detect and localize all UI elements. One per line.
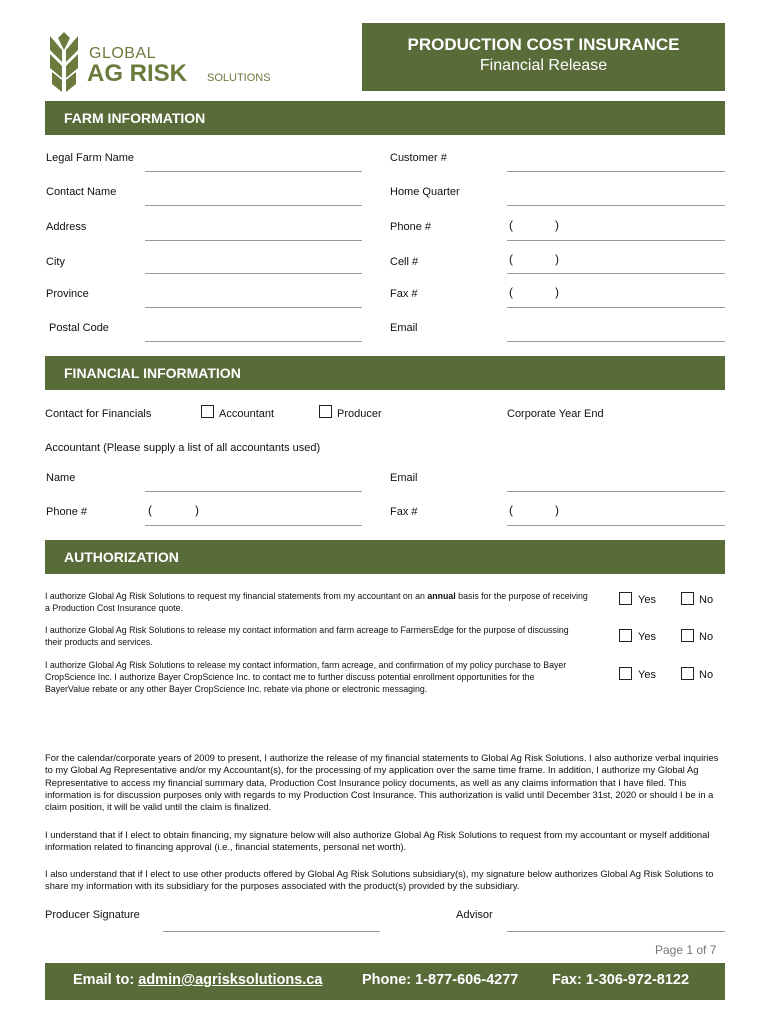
label-city: City (46, 256, 65, 268)
checkbox-q3-yes[interactable] (619, 667, 632, 680)
cell-area-open: ( (509, 252, 513, 266)
field-advisor[interactable] (507, 931, 725, 932)
label-corporate-year-end: Corporate Year End (507, 408, 604, 420)
logo-text-solutions: SOLUTIONS (207, 72, 271, 84)
label-producer-signature: Producer Signature (45, 909, 140, 921)
checkbox-accountant[interactable] (201, 405, 214, 418)
authorization-paragraph-2: I understand that if I elect to obtain financing, my signature below will also authorize Global Ag Risk Solutions to request from my accountant or myself additional information related to financing approval (i.e., financial statements, personal net worth). (45, 829, 710, 853)
field-accountant-fax[interactable] (507, 525, 725, 526)
accountant-note: Accountant (Please supply a list of all accountants used) (45, 442, 321, 454)
label-advisor: Advisor (456, 909, 493, 921)
page-number: Page 1 of 7 (655, 943, 717, 957)
label-producer-option: Producer (337, 408, 382, 420)
label-province: Province (46, 288, 89, 300)
label-q3-no: No (699, 669, 714, 681)
phone-area-open: ( (509, 218, 513, 232)
accountant-fax-open: ( (509, 503, 513, 517)
footer-email-label: Email to: (73, 972, 139, 988)
label-accountant-phone: Phone # (46, 506, 87, 518)
label-q2-yes: Yes (638, 631, 656, 643)
accountant-phone-close: ) (195, 503, 199, 517)
fax-area-open: ( (509, 285, 513, 299)
label-cell: Cell # (390, 256, 419, 268)
field-fax[interactable] (507, 307, 725, 308)
field-province[interactable] (145, 307, 362, 308)
logo-text-global: GLOBAL (89, 45, 157, 62)
fax-area-close: ) (555, 285, 559, 299)
label-contact-for-financials: Contact for Financials (45, 408, 152, 420)
footer-fax: Fax: 1-306-972-8122 (552, 972, 690, 988)
q1-text-a: I authorize Global Ag Risk Solutions to request my financial statements from my accountant on an (45, 591, 428, 601)
field-cell[interactable] (507, 273, 725, 274)
footer-email-link[interactable]: admin@agrisksolutions.ca (138, 972, 323, 988)
field-city[interactable] (145, 273, 362, 274)
checkbox-q3-no[interactable] (681, 667, 694, 680)
label-q1-no: No (699, 594, 714, 606)
label-customer-number: Customer # (390, 152, 447, 164)
footer-bar (45, 963, 725, 1000)
field-accountant-phone[interactable] (145, 525, 362, 526)
field-postal-code[interactable] (145, 341, 362, 342)
wheat-leaf-icon (47, 28, 81, 94)
q1-text-bold: annual (427, 591, 456, 601)
cell-area-close: ) (555, 252, 559, 266)
label-q1-yes: Yes (638, 594, 656, 606)
field-accountant-name[interactable] (145, 491, 362, 492)
accountant-fax-close: ) (555, 503, 559, 517)
label-contact-name: Contact Name (46, 186, 117, 198)
accountant-phone-open: ( (148, 503, 152, 517)
section-financial-information: FINANCIAL INFORMATION (45, 356, 725, 390)
field-producer-signature[interactable] (163, 931, 380, 932)
field-phone[interactable] (507, 240, 725, 241)
footer-email (73, 972, 322, 988)
checkbox-q2-no[interactable] (681, 629, 694, 642)
company-logo (47, 28, 272, 94)
field-email[interactable] (507, 341, 725, 342)
label-accountant-fax: Fax # (390, 506, 418, 518)
authorization-q1 (45, 590, 590, 614)
label-accountant-email: Email (390, 472, 418, 484)
section-authorization: AUTHORIZATION (45, 540, 725, 574)
q1-text-b: basis for the purpose of receiving a Production Cost Insurance quote. (45, 591, 588, 613)
footer-phone: Phone: 1-877-606-4277 (362, 972, 519, 988)
label-postal-code: Postal Code (49, 322, 109, 334)
checkbox-q2-yes[interactable] (619, 629, 632, 642)
checkbox-q1-yes[interactable] (619, 592, 632, 605)
title-block (362, 23, 725, 91)
checkbox-q1-no[interactable] (681, 592, 694, 605)
field-address[interactable] (145, 240, 362, 241)
field-contact-name[interactable] (145, 205, 362, 206)
field-legal-farm-name[interactable] (145, 171, 362, 172)
authorization-paragraph-3: I also understand that if I elect to use other products offered by Global Ag Risk Solutions subsidiary(s), my signature below authorizes Global Ag Risk Solutions to share my information with its subsidiary for the purposes associated with the product(s) provided by the subsidiary. (45, 868, 714, 892)
authorization-q3: I authorize Global Ag Risk Solutions to release my contact information, farm acreage, and confirmation of my policy purchase to Bayer CropScience Inc. I authorize Bayer CropScience Inc. to contact me to further discuss potential enrollment opportunities for the BayerValue rebate or any other Bayer CropScience Inc. rebate via phone or electronic messaging. (45, 660, 567, 694)
label-q3-yes: Yes (638, 669, 656, 681)
checkbox-producer[interactable] (319, 405, 332, 418)
phone-area-close: ) (555, 218, 559, 232)
page-subtitle: Financial Release (479, 57, 608, 74)
logo-text-ag-risk: AG RISK (87, 60, 188, 87)
page-title: PRODUCTION COST INSURANCE (407, 35, 680, 54)
label-fax: Fax # (390, 288, 418, 300)
label-email: Email (390, 322, 418, 334)
label-home-quarter: Home Quarter (390, 186, 460, 198)
label-legal-farm-name: Legal Farm Name (46, 152, 135, 164)
label-phone: Phone # (390, 221, 431, 233)
section-farm-information: FARM INFORMATION (45, 101, 725, 135)
authorization-q2: I authorize Global Ag Risk Solutions to release my contact information and farm acreage to FarmersEdge for the purpose of discussing their products and services. (45, 625, 569, 647)
label-q2-no: No (699, 631, 714, 643)
label-address: Address (46, 221, 87, 233)
field-accountant-email[interactable] (507, 491, 725, 492)
field-home-quarter[interactable] (507, 205, 725, 206)
authorization-paragraph-1: For the calendar/corporate years of 2009 to present, I authorize the release of my financial statements to Global Ag Risk Solutions. I also authorize verbal inquiries to my Global Ag Representative and/or my Accountant(s), for the processing of my application over the same time frame. In addition, I authorize my Global Ag Representative to access my financial summary data, Production Cost Insurance policy documents, as well as any claims information that I have filed. This information is for discussion purposes only with regards to my Production Cost Insurance. This authorization is valid until December 31st, 2020 or should I be in a claim position, it will be valid until the claim is finalized. (45, 752, 719, 813)
label-accountant-name: Name (46, 472, 76, 484)
field-customer-number[interactable] (507, 171, 725, 172)
label-accountant-option: Accountant (219, 408, 275, 420)
